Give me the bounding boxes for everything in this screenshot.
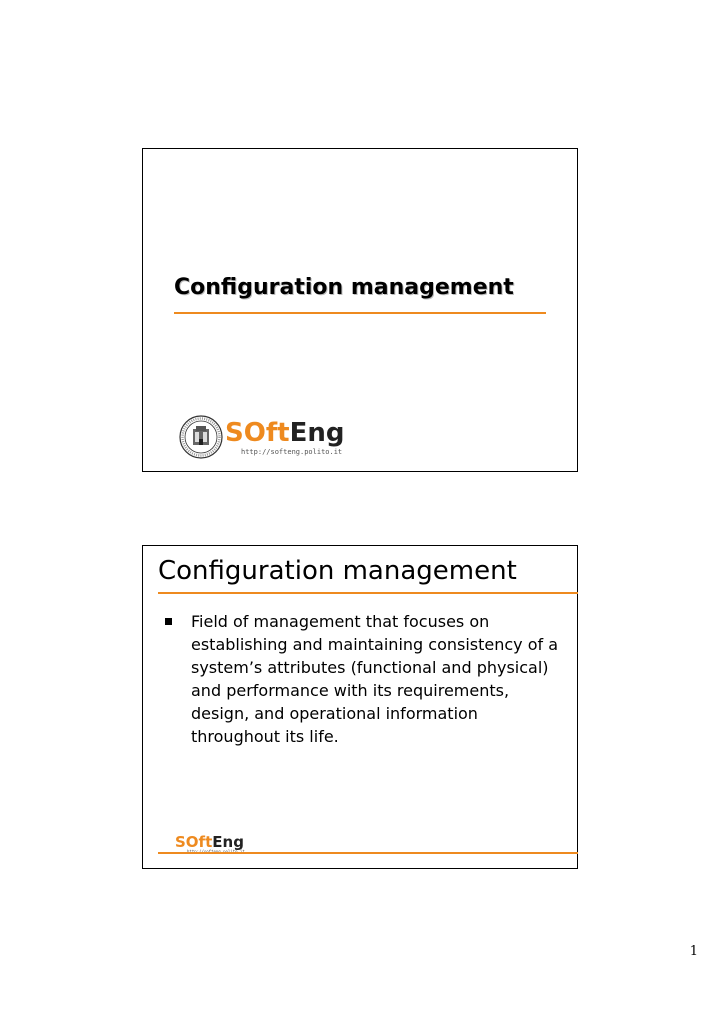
slide-1-title-rule	[174, 312, 546, 314]
slide-2-footer-rule	[158, 852, 578, 854]
bullet-text: Field of management that focuses on establishing and maintaining consistency of a system’s attributes (functional and physical) and performance with its requirements, design, and operational information throughout its life.	[191, 612, 559, 746]
slide-2-title-rule	[158, 592, 578, 594]
slide-1-title: Configuration management	[174, 275, 514, 300]
softeng-wordmark: SOftEng	[225, 418, 345, 448]
slide-1	[142, 148, 578, 472]
softeng-url: http://softeng.polito.it	[241, 448, 343, 456]
university-seal-icon	[179, 415, 223, 459]
softeng-logo-small	[175, 834, 275, 858]
softeng-wordmark-small: SOftEng	[175, 833, 244, 851]
slide-2	[142, 545, 578, 869]
slide-2-title: Configuration management	[158, 556, 517, 586]
square-bullet-icon	[165, 618, 172, 625]
softeng-logo	[179, 415, 359, 465]
page-number: 1	[689, 944, 698, 959]
